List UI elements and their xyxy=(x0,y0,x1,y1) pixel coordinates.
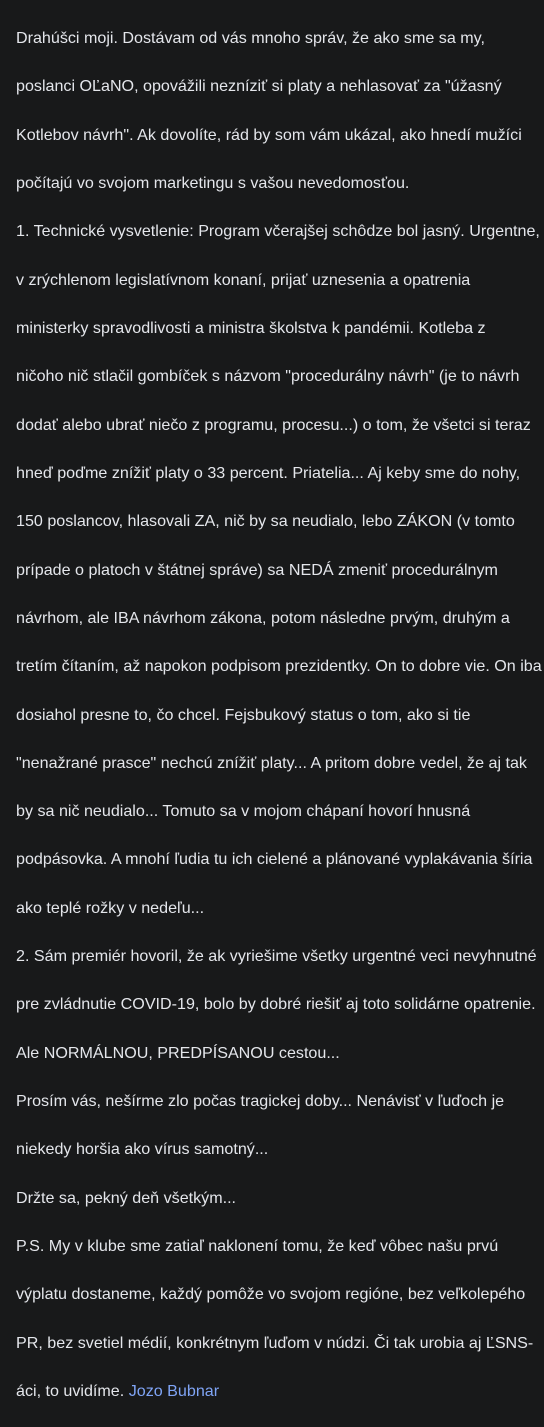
post-line-17: by sa nič neudialo... Tomuto sa v mojom chápaní hovorí hnusná xyxy=(16,802,471,821)
post-body xyxy=(16,2,542,1427)
post-line-15: dosiahol presne to, čo chcel. Fejsbukový status o tom, ako si tie xyxy=(16,705,471,724)
post-line-16: "nenažrané prasce" nechcú znížiť platy... A pritom dobre vedel, že aj tak xyxy=(16,753,527,772)
post-line-11: 150 poslancov, hlasovali ZA, nič by sa neudialo, lebo ZÁKON (v tomto xyxy=(16,512,515,531)
post-line-13: návrhom, ale IBA návrhom zákona, potom následne prvým, druhým a xyxy=(16,608,510,627)
author-tag-link[interactable]: Jozo Bubnar xyxy=(128,1381,220,1400)
post-line-3: Kotlebov návrh". Ak dovolíte, rád by som vám ukázal, ako hnedí mužíci xyxy=(16,125,522,144)
post-line-22: Ale NORMÁLNOU, PREDPÍSANOU cestou... xyxy=(16,1043,340,1062)
post-line-4: počítajú vo svojom marketingu s vašou nevedomosťou. xyxy=(16,174,410,193)
post-line-25: Držte sa, pekný deň všetkým... xyxy=(16,1188,237,1207)
post-line-28: PR, bez svetiel médií, konkrétnym ľuďom v núdzi. Či tak urobia aj ĽSNS- xyxy=(16,1333,534,1352)
post-line-29-text: áci, to uvidíme. xyxy=(16,1381,125,1400)
post-line-7: ministerky spravodlivosti a ministra školstva k pandémii. Kotleba z xyxy=(16,319,486,338)
post-line-20: 2. Sám premiér hovoril, že ak vyriešime všetky urgentné veci nevyhnutné xyxy=(16,947,537,966)
post-line-19: ako teplé rožky v nedeľu... xyxy=(16,898,205,917)
post-line-27: výplatu dostaneme, každý pomôže vo svojom regióne, bez veľkolepého xyxy=(16,1285,526,1304)
post-line-21: pre zvládnutie COVID-19, bolo by dobré riešiť aj toto solidárne opatrenie. xyxy=(16,995,536,1014)
post-line-18: podpásovka. A mnohí ľudia tu ich cielené a plánované vyplakávania šíria xyxy=(16,850,533,869)
post-line-24: niekedy horšia ako vírus samotný... xyxy=(16,1140,269,1159)
post-line-26: P.S. My v klube sme zatiaľ naklonení tomu, že keď vôbec našu prvú xyxy=(16,1236,499,1255)
post-line-1: Drahúšci moji. Dostávam od vás mnoho správ, že ako sme sa my, xyxy=(16,29,485,48)
post-line-23: Prosím vás, nešírme zlo počas tragickej doby... Nenávisť v ľuďoch je xyxy=(16,1092,505,1111)
post-line-6: v zrýchlenom legislatívnom konaní, prijať uznesenia a opatrenia xyxy=(16,270,471,289)
post-line-9: dodať alebo ubrať niečo z programu, procesu...) o tom, že všetci si teraz xyxy=(16,415,531,434)
post-line-10: hneď poďme znížiť platy o 33 percent. Priatelia... Aj keby sme do nohy, xyxy=(16,463,521,482)
post-line-14: tretím čítaním, až napokon podpisom prezidentky. On to dobre vie. On iba xyxy=(16,657,542,676)
post-line-2: poslanci OĽaNO, opovážili nezníziť si platy a nehlasovať za "úžasný xyxy=(16,77,502,96)
post-line-12: prípade o platoch v štátnej správe) sa NEDÁ zmeniť procedurálnym xyxy=(16,560,498,579)
post-line-29 xyxy=(16,1379,536,1403)
post-line-8: ničoho nič stlačil gombíček s názvom "procedurálny návrh" (je to návrh xyxy=(16,367,520,386)
post-line-5: 1. Technické vysvetlenie: Program včerajšej schôdze bol jasný. Urgentne, xyxy=(16,222,540,241)
